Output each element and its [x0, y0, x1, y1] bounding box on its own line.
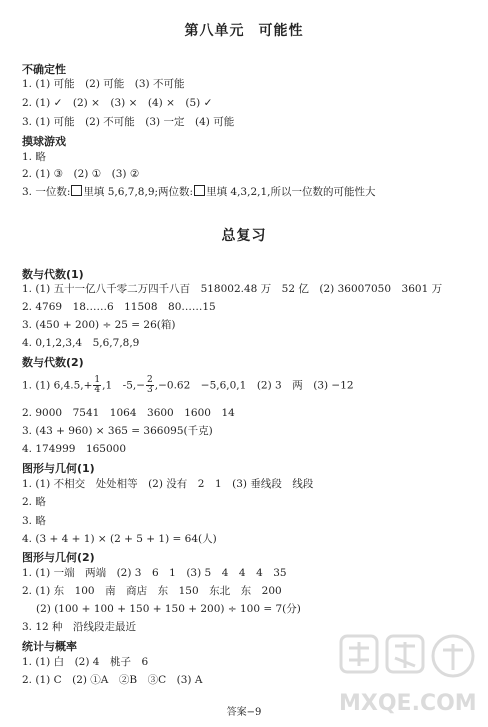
section-geometry-2: 图形与几何(2) [22, 551, 95, 564]
section-numbers-1: 数与代数(1) [22, 268, 84, 281]
fraction: $\frac{2}{3}$ [147, 375, 153, 395]
answer-line: 2. (1) ✓ (2) × (3) × (4) × (5) ✓ [22, 97, 213, 109]
answer-line: 2. 略 [22, 496, 46, 508]
answer-line: 1. (1) 五十一亿八千零二万四千八百 518002.48 万 52 亿 (2) 36007050 3601 万 [22, 283, 443, 295]
answer-line: (2) (100 + 100 + 150 + 150 + 200) ÷ 100 = 7(分) [36, 603, 301, 615]
answer-line: 2. 4769 18……6 11508 80……15 [22, 301, 216, 313]
answer-line: 2. (1) ③ (2) ① (3) ② [22, 168, 140, 180]
answer-line: 1. (1) 6,4.5,+ $\frac{1}{4}$ ,1 -5,− $\frac{2}{3}$ ,−0.62 −5,6,0,1 (2) 3 两 (3) −12 [22, 375, 354, 395]
fraction: $\frac{1}{4}$ [94, 375, 101, 395]
answer-line: 2. (1) C (2) ①A ②B ③C (3) A [22, 674, 203, 686]
blank-box [71, 185, 82, 196]
answer-line: 1. (1) 白 (2) 4 桃子 6 [22, 656, 149, 668]
answer-line: 3. (450 + 200) ÷ 25 = 26(箱) [22, 319, 176, 331]
answer-line: 3. 一位数: 里填 5,6,7,8,9;两位数: 里填 4,3,2,1,所以一位数的可能性大 [22, 186, 376, 198]
section-ball-game: 摸球游戏 [22, 135, 66, 148]
blank-box [194, 185, 205, 196]
answer-line: 1. (1) 可能 (2) 可能 (3) 不可能 [22, 78, 185, 90]
section-geometry-1: 图形与几何(1) [22, 462, 95, 475]
answer-line: 3. 略 [22, 515, 46, 527]
page-footer: 答案−9 [226, 707, 262, 718]
watermark-text: MXQE.COM [339, 691, 477, 716]
section-uncertainty: 不确定性 [22, 63, 66, 76]
answer-line: 4. 0,1,2,3,4 5,6,7,8,9 [22, 337, 140, 349]
answer-line: 4. 174999 165000 [22, 443, 127, 455]
section-statistics: 统计与概率 [22, 640, 77, 653]
review-title: 总复习 [221, 228, 267, 244]
unit8-title-left: 第八单元 [184, 23, 245, 39]
answer-line: 3. (1) 可能 (2) 不可能 (3) 一定 (4) 可能 [22, 116, 235, 128]
answer-line: 4. (3 + 4 + 1) × (2 + 5 + 1) = 64(人) [22, 533, 217, 545]
answer-line: 1. (1) 一端 两端 (2) 3 6 1 (3) 5 4 4 4 35 [22, 567, 287, 579]
answer-line: 2. 9000 7541 1064 3600 1600 14 [22, 407, 235, 419]
unit8-title [0, 20, 488, 40]
answer-line: 3. (43 + 960) × 365 = 366095(千克) [22, 425, 213, 437]
answer-line: 3. 12 种 沿线段走最近 [22, 621, 137, 633]
section-numbers-2: 数与代数(2) [22, 356, 84, 369]
answer-line: 2. (1) 东 100 南 商店 东 150 东北 东 200 [22, 585, 282, 597]
watermark-logo [335, 630, 485, 725]
answer-line: 1. (1) 不相交 处处相等 (2) 没有 2 1 (3) 垂线段 线段 [22, 478, 314, 490]
answer-line: 1. 略 [22, 151, 46, 163]
unit8-title-right: 可能性 [258, 23, 304, 39]
